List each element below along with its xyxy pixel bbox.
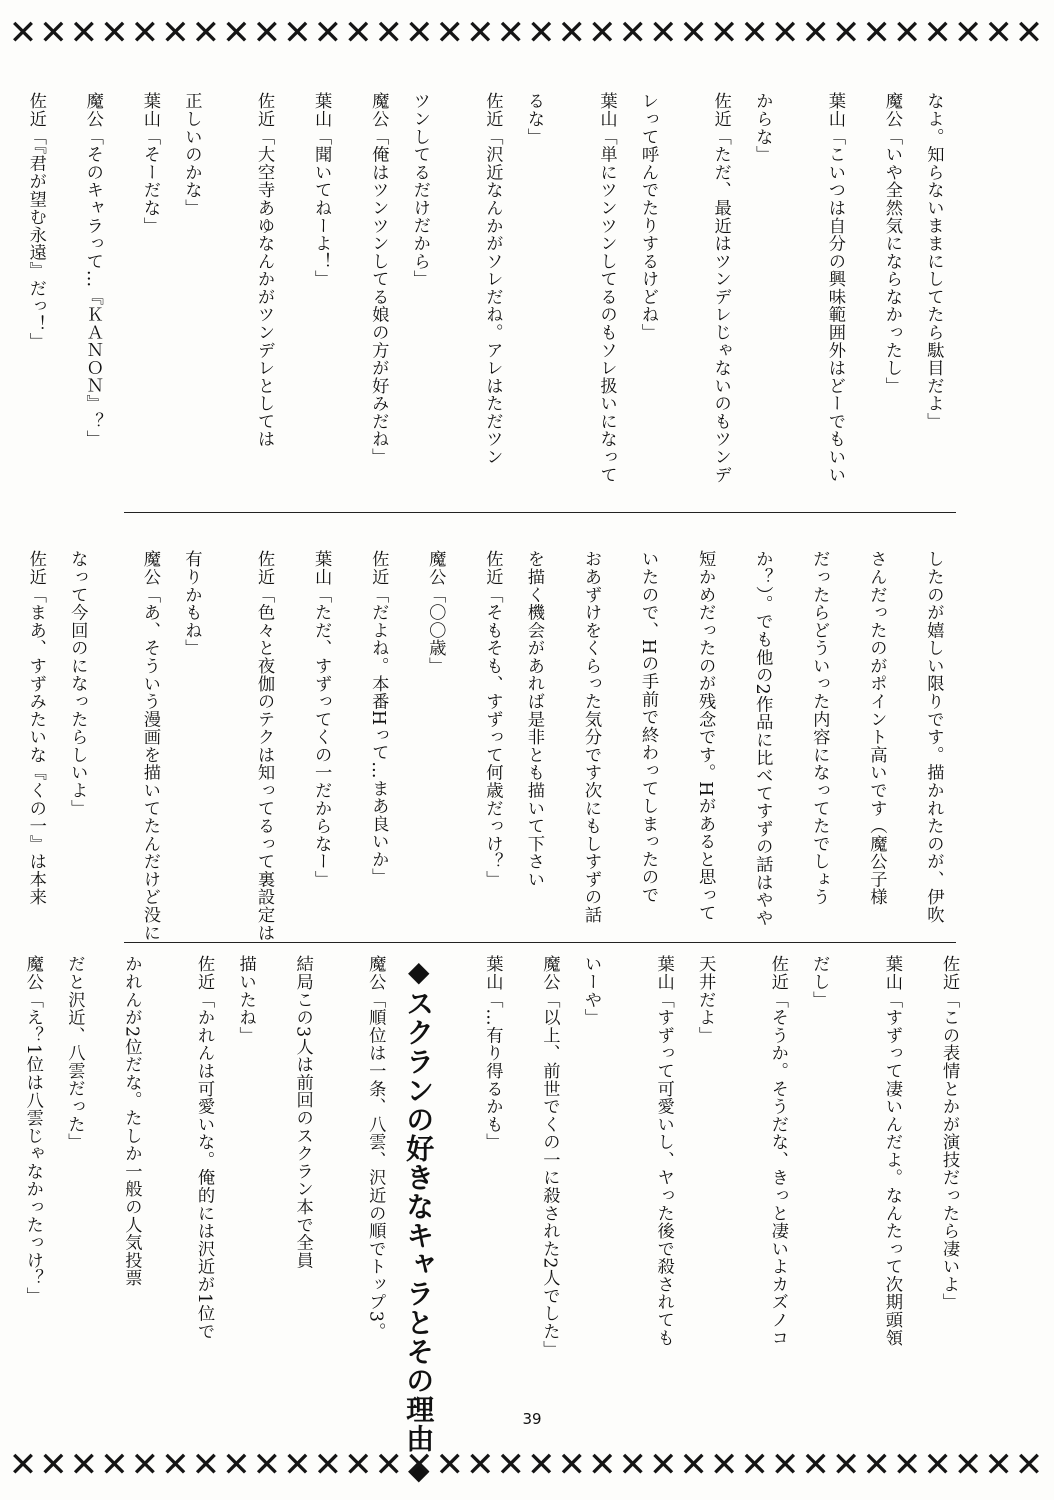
- dialogue-line: [620, 955, 677, 1380]
- speaker-name: 魔公: [539, 955, 560, 991]
- speaker-name: 魔公: [139, 550, 160, 586]
- speaker-name: 佐近: [939, 955, 959, 991]
- dialogue-line: [334, 550, 391, 945]
- dialogue-text: 「え？1位は八雲じゃなかったっけ？」: [22, 990, 43, 1305]
- dialogue-text: 「そのキャラって…『ＫＡＮＯＮ』？」: [82, 127, 103, 448]
- dialogue-text: 有りかもね」: [181, 550, 202, 657]
- dialogue-line: [103, 955, 160, 1380]
- dialogue-line: [391, 92, 448, 507]
- speaker-name: 佐近: [254, 550, 275, 586]
- dialogue-text: レって呼んでたりするけどね」: [638, 92, 659, 342]
- speaker-name: 魔公: [365, 955, 386, 991]
- dialogue-text: 「〇〇歳」: [425, 585, 446, 675]
- speaker-name: 佐近: [482, 550, 503, 586]
- dialogue-text: 「…有り得るかも」: [482, 990, 503, 1151]
- dialogue-text: 「単にツンツンしてるのもソレ扱いになって: [596, 127, 617, 484]
- dialogue-text: だと沢近、八雲だった」: [64, 955, 85, 1151]
- dialogue-text: 「ただ、すずってくの一だからなー」: [311, 585, 332, 889]
- speaker-name: 葉山: [824, 92, 845, 128]
- speaker-name: 魔公: [82, 92, 103, 128]
- dialogue-line: [391, 550, 448, 945]
- dialogue-line: [562, 955, 619, 1380]
- dialogue-text: 「色々と夜伽のテクは知ってるって裏設定は: [254, 585, 275, 942]
- dialogue-text: 「以上、前世でくの一に殺された2人でした」: [539, 990, 560, 1358]
- dialogue-line: [220, 550, 277, 945]
- dialogue-text: 「だよね。本番Hって…まあ良いか」: [368, 585, 389, 886]
- dialogue-text: 天井だよ」: [695, 955, 716, 1044]
- dialogue-text: 「そもそも、すずって何歳だっけ？」: [482, 585, 503, 889]
- dialogue-line: [734, 955, 791, 1380]
- dialogue-section-top: [25, 92, 962, 507]
- body-line: [734, 550, 791, 945]
- dialogue-text: 「大空寺あゆなんかがツンデレとしては: [254, 127, 275, 448]
- dialogue-text: からな」: [752, 92, 773, 164]
- dialogue-line: [905, 92, 962, 507]
- body-text: 短かめだったのが残念です。Hがあると思って: [695, 550, 716, 922]
- decorative-border-top: ✕✕✕✕✕✕✕✕✕✕✕✕✕✕✕✕✕✕✕✕✕✕✕✕✕✕✕✕✕✕✕✕✕✕: [8, 13, 1046, 53]
- dialogue-line: [331, 955, 388, 1380]
- dialogue-text: 「そーだな」: [139, 127, 160, 235]
- section-heading: ◆スクランの好きなキャラとその理由◆: [402, 955, 436, 1487]
- speaker-name: 佐近: [254, 92, 275, 128]
- dialogue-line: [562, 92, 619, 507]
- dialogue-line: [49, 550, 106, 945]
- body-text: おあずけをくらった気分です次にもしすずの話: [580, 550, 601, 924]
- dialogue-text: だし」: [809, 955, 830, 1009]
- dialogue-line: [160, 955, 217, 1380]
- section-divider: [124, 942, 956, 943]
- dialogue-line: [0, 955, 46, 1380]
- dialogue-line: [274, 955, 331, 1380]
- dialogue-line: [791, 92, 848, 507]
- dialogue-text: 描いたね」: [235, 955, 256, 1044]
- body-text: だったらどういった内容になってたでしょう: [809, 550, 830, 906]
- speaker-name: 佐近: [710, 92, 731, 128]
- dialogue-line: [46, 955, 103, 1380]
- dialogue-line: [106, 92, 163, 507]
- speaker-name: 佐近: [482, 92, 503, 128]
- dialogue-line: [163, 550, 220, 945]
- body-text: か？）。でも他の2作品に比べてすずの話はやや: [752, 550, 773, 927]
- speaker-name: 葉山: [596, 92, 617, 128]
- dialogue-text: 結局この3人は前回のスクラン本で全員: [292, 955, 313, 1269]
- dialogue-line: [677, 92, 734, 507]
- section-divider: [124, 512, 956, 513]
- body-line: [620, 550, 677, 945]
- dialogue-line: [448, 955, 505, 1380]
- body-line: [505, 550, 562, 945]
- body-line: [677, 550, 734, 945]
- page-number: 39: [522, 1410, 542, 1428]
- dialogue-text: かれんが2位だな。たしか一般の人気投票: [121, 955, 142, 1287]
- speaker-name: 葉山: [881, 955, 902, 991]
- body-text: したのが嬉しい限りです。描かれたのが、伊吹: [923, 550, 944, 924]
- dialogue-text: 「この表情とかが演技だったら凄いよ」: [939, 990, 959, 1311]
- dialogue-text: 「いや全然気にならなかったし」: [881, 127, 902, 395]
- speaker-name: 魔公: [881, 92, 902, 128]
- dialogue-text: 正しいのかな」: [181, 92, 202, 217]
- body-text: いたので、Hの手前で終わってしまったので: [638, 550, 659, 904]
- speaker-name: 佐近: [194, 955, 215, 991]
- dialogue-text: 「俺はツンツンしてる娘の方が好みだね」: [368, 127, 389, 466]
- dialogue-text: 「かれんは可愛いな。俺的には沢近が1位で: [194, 990, 215, 1341]
- dialogue-text: るな」: [523, 92, 544, 146]
- dialogue-line: [334, 92, 391, 507]
- speaker-name: 佐近: [25, 550, 46, 586]
- dialogue-line: [677, 955, 734, 1380]
- dialogue-line: [448, 92, 505, 507]
- body-line: [848, 550, 905, 945]
- dialogue-line: [0, 92, 49, 507]
- body-line: [562, 550, 619, 945]
- dialogue-line: [848, 955, 905, 1380]
- speaker-name: 葉山: [139, 92, 160, 128]
- dialogue-text: 「順位は一条、八雲、沢近の順でトップ3。: [365, 990, 386, 1341]
- dialogue-line: [106, 550, 163, 945]
- dialogue-text: 「『君が望む永遠』だっ！」: [25, 127, 46, 351]
- dialogue-line: [163, 92, 220, 507]
- decorative-border-bottom: ✕✕✕✕✕✕✕✕✕✕✕✕✕✕✕✕✕✕✕✕✕✕✕✕✕✕✕✕✕✕✕✕✕✕: [8, 1445, 1046, 1485]
- speaker-name: 魔公: [368, 92, 389, 128]
- speaker-name: 葉山: [482, 955, 503, 991]
- dialogue-line: [277, 550, 334, 945]
- dialogue-line: [220, 92, 277, 507]
- dialogue-text: なよ。知らないままにしてたら駄目だよ」: [923, 92, 944, 431]
- speaker-name: 佐近: [767, 955, 788, 991]
- dialogue-text: 「ただ、最近はツンデレじゃないのもツンデ: [710, 127, 731, 484]
- dialogue-text: 「あ、そういう漫画を描いてたんだけど没に: [139, 585, 160, 942]
- dialogue-text: 「沢近なんかがソレだね。アレはただツン: [482, 127, 503, 466]
- dialogue-text: ツンしてるだけだから」: [409, 92, 430, 288]
- speaker-name: 魔公: [22, 955, 43, 991]
- dialogue-text: 「聞いてねーよ！」: [311, 127, 332, 288]
- dialogue-text: いーや」: [580, 955, 601, 1027]
- dialogue-text: 「そうか。そうだな、きっと凄いよカズノコ: [767, 990, 788, 1347]
- dialogue-line: [848, 92, 905, 507]
- dialogue-line: [49, 92, 106, 507]
- dialogue-line: [448, 550, 505, 945]
- dialogue-text: 「まあ、すずみたいな『くの一』は本来: [25, 585, 46, 906]
- body-text: を描く機会があれば是非とも描いて下さい: [523, 550, 544, 889]
- dialogue-line: [791, 955, 848, 1380]
- dialogue-line: [620, 92, 677, 507]
- dialogue-line: [505, 92, 562, 507]
- body-line: [905, 550, 962, 945]
- dialogue-section-middle: [25, 550, 962, 945]
- dialogue-line: [277, 92, 334, 507]
- dialogue-line: [734, 92, 791, 507]
- dialogue-line: [905, 955, 962, 1380]
- speaker-name: 魔公: [425, 550, 446, 586]
- body-text: さんだったのがポイント高いです（魔公子様: [866, 550, 887, 906]
- speaker-name: 佐近: [25, 92, 46, 128]
- speaker-name: 葉山: [653, 955, 674, 991]
- speaker-name: 葉山: [311, 92, 332, 128]
- dialogue-line: [217, 955, 274, 1380]
- body-line: [791, 550, 848, 945]
- dialogue-text: なって今回のになったらしいよ」: [67, 550, 88, 817]
- speaker-name: 佐近: [368, 550, 389, 586]
- dialogue-text: 「すずって可愛いし、ヤった後で殺されても: [653, 990, 674, 1347]
- dialogue-line: [505, 955, 562, 1380]
- speaker-name: 葉山: [311, 550, 332, 586]
- dialogue-line: [0, 550, 49, 945]
- dialogue-text: 「すずって凄いんだよ。なんたって次期頭領: [881, 990, 902, 1347]
- dialogue-text: 「こいつは自分の興味範囲外はどーでもいい: [824, 127, 845, 484]
